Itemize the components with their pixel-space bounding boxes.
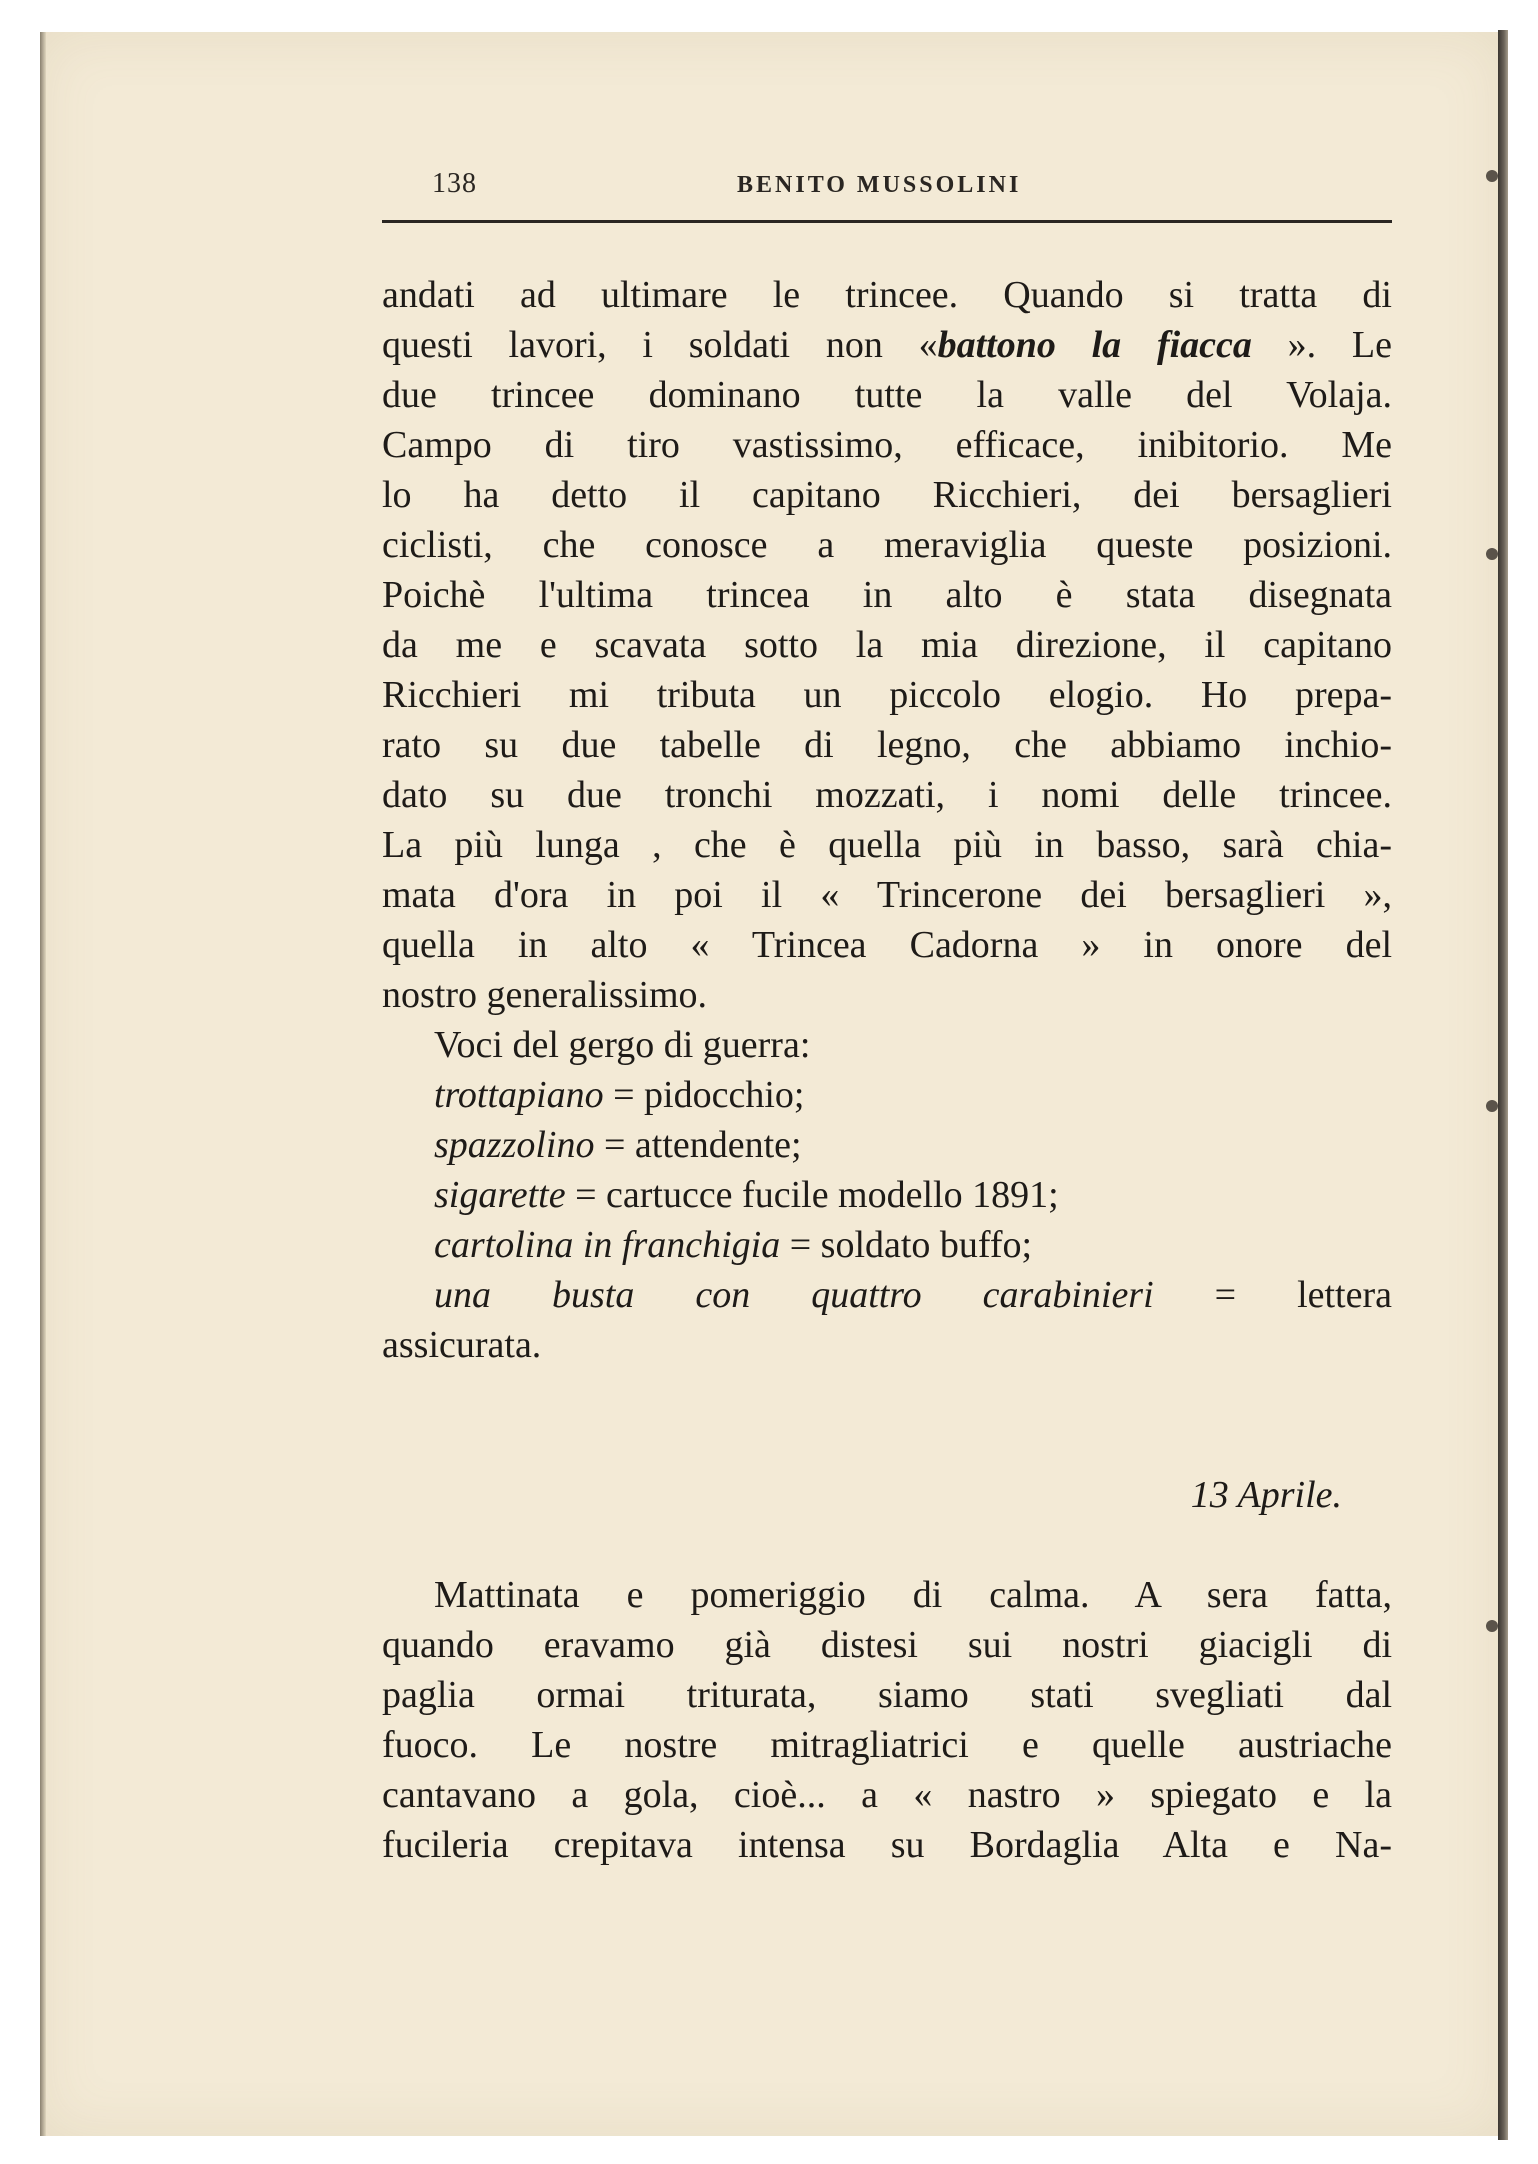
- text-line: cantavano a gola, cioè... a « nastro » spiegato e la: [382, 1774, 1392, 1816]
- text-segment: questi lavori, i soldati non «: [382, 324, 938, 366]
- text-line: quando eravamo già distesi sui nostri giacigli di: [382, 1624, 1392, 1666]
- text-line: da me e scavata sotto la mia direzione, il capitano: [382, 624, 1392, 666]
- text-line: dato su due tronchi mozzati, i nomi delle trincee.: [382, 774, 1392, 816]
- text-line: paglia ormai triturata, siamo stati svegliati dal: [382, 1674, 1392, 1716]
- text-line: mata d'ora in poi il « Trincerone dei bersaglieri »,: [382, 874, 1392, 916]
- edge-mark: [1486, 1100, 1498, 1112]
- glossary-intro: Voci del gergo di guerra:: [434, 1024, 811, 1066]
- text-line: Ricchieri mi tributa un piccolo elogio. Ho prepa-: [382, 674, 1392, 716]
- edge-mark: [1486, 170, 1498, 182]
- edge-mark: [1486, 1620, 1498, 1632]
- text-segment: ». Le: [1287, 324, 1392, 366]
- text-line: Poichè l'ultima trincea in alto è stata disegnata: [382, 574, 1392, 616]
- text-line: fuoco. Le nostre mitragliatrici e quelle austriache: [382, 1724, 1392, 1766]
- glossary-entry: [382, 1270, 1392, 1320]
- page-header: [382, 168, 1392, 208]
- text-line: Mattinata e pomeriggio di calma. A sera fatta,: [434, 1574, 1392, 1616]
- text-line: ciclisti, che conosce a meraviglia queste posizioni.: [382, 524, 1392, 566]
- text-line: fucileria crepitava intensa su Bordaglia Alta e Na-: [382, 1824, 1392, 1866]
- edge-mark: [1486, 548, 1498, 560]
- page-left-edge: [40, 32, 46, 2136]
- glossary-entry: [382, 1170, 1392, 1220]
- glossary-term: cartolina in franchigia: [434, 1224, 781, 1266]
- header-rule: [382, 220, 1392, 223]
- paragraph-2: [382, 1570, 1392, 1870]
- paragraph-1: [382, 270, 1392, 1020]
- glossary-meaning: = attendente;: [594, 1124, 802, 1166]
- text-line: andati ad ultimare le trincee. Quando si tratta di: [382, 274, 1392, 316]
- glossary-meaning: = lettera: [1153, 1274, 1392, 1316]
- text-line: La più lunga , che è quella più in basso, sarà chia-: [382, 824, 1392, 866]
- date-heading-block: [382, 1470, 1392, 1520]
- text-line: quella in alto « Trincea Cadorna » in onore del: [382, 924, 1392, 966]
- glossary-entry: [382, 1220, 1392, 1270]
- glossary-meaning: = pidocchio;: [603, 1074, 805, 1116]
- running-head: BENITO MUSSOLINI: [737, 172, 1022, 198]
- text-line: [382, 320, 1392, 370]
- glossary-term: una busta con quattro carabinieri: [434, 1274, 1154, 1316]
- italic-phrase: battono la fiacca: [937, 324, 1252, 366]
- text-line: rato su due tabelle di legno, che abbiamo inchio-: [382, 724, 1392, 766]
- book-spine-edge: [1498, 30, 1508, 2140]
- glossary: [382, 1020, 1392, 1370]
- page-number: 138: [432, 168, 477, 199]
- date-heading: 13 Aprile.: [1190, 1474, 1342, 1516]
- text-line: due trincee dominano tutte la valle del Volaja.: [382, 374, 1392, 416]
- text-line: nostro generalissimo.: [382, 974, 708, 1016]
- glossary-entry: [382, 1120, 1392, 1170]
- glossary-term: spazzolino: [434, 1124, 595, 1166]
- text-line: lo ha detto il capitano Ricchieri, dei bersaglieri: [382, 474, 1392, 516]
- text-line: Campo di tiro vastissimo, efficace, inibitorio. Me: [382, 424, 1392, 466]
- glossary-continuation: assicurata.: [382, 1324, 542, 1366]
- glossary-term: trottapiano: [434, 1074, 604, 1116]
- glossary-meaning: = cartucce fucile modello 1891;: [565, 1174, 1059, 1216]
- glossary-entry: [382, 1070, 1392, 1120]
- glossary-meaning: = soldato buffo;: [780, 1224, 1033, 1266]
- glossary-term: sigarette: [434, 1174, 566, 1216]
